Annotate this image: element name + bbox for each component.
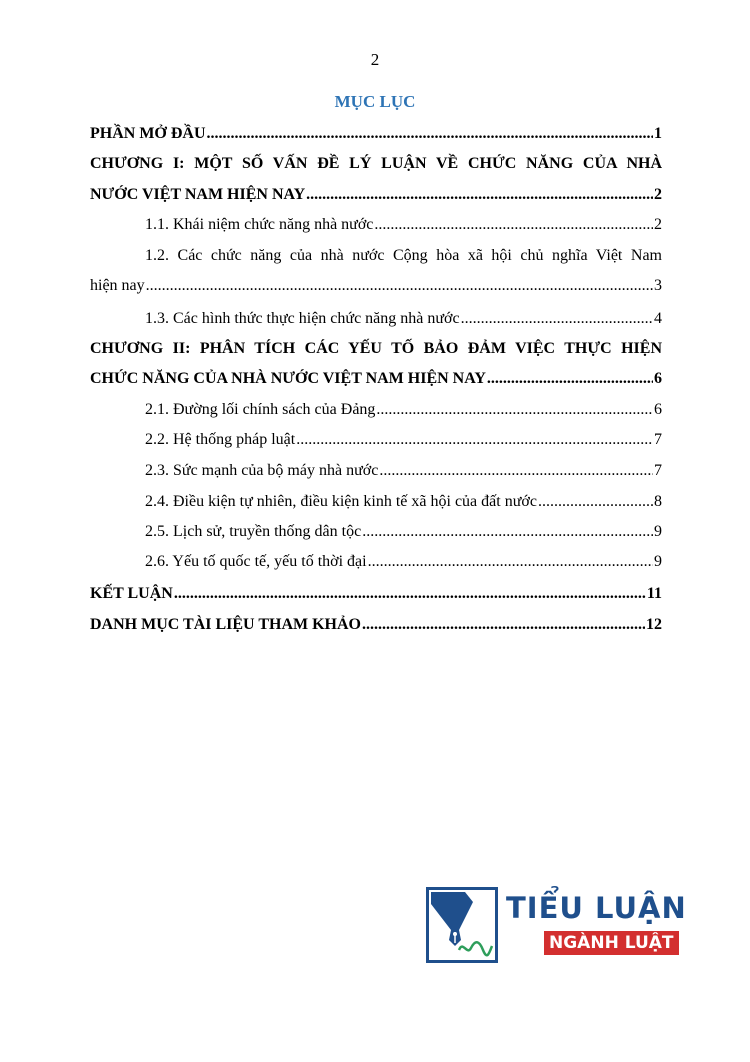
toc-entry-conclusion[interactable] — [90, 583, 662, 605]
toc-entry-text: CHỨC NĂNG CỦA NHÀ NƯỚC VIỆT NAM HIỆN NAY — [90, 370, 486, 387]
toc-leader-dots — [368, 551, 653, 573]
toc-entry-chapter2[interactable] — [90, 368, 662, 390]
toc-leader-dots — [376, 399, 653, 421]
page-number: 2 — [370, 50, 380, 69]
toc-entry-text: 1.3. Các hình thức thực hiện chức năng nhà nước — [145, 310, 460, 327]
toc-leader-dots — [362, 521, 653, 543]
toc-leader-dots — [538, 491, 653, 513]
toc-entry-page: 4 — [654, 310, 662, 327]
toc-entry-text: 2.3. Sức mạnh của bộ máy nhà nước — [145, 462, 379, 479]
toc-entry-page: 8 — [654, 493, 662, 510]
toc-entry-page: 12 — [646, 616, 662, 633]
toc-entry-1-3[interactable] — [145, 308, 662, 330]
toc-entry-text: 2.5. Lịch sử, truyền thống dân tộc — [145, 523, 362, 540]
toc-leader-dots — [374, 214, 653, 236]
toc-leader-dots — [362, 614, 645, 636]
toc-entry-2-4[interactable] — [145, 491, 662, 513]
pen-nib-icon — [429, 890, 495, 960]
toc-entry-text: 2.1. Đường lối chính sách của Đảng — [145, 401, 376, 418]
toc-leader-dots — [174, 583, 646, 605]
toc-entry-page: 9 — [654, 553, 662, 570]
toc-entry-chapter1-line1[interactable]: CHƯƠNG I: MỘT SỐ VẤN ĐỀ LÝ LUẬN VỀ CHỨC NĂNG CỦA NHÀ — [90, 155, 662, 172]
toc-leader-dots — [207, 123, 653, 145]
toc-entry-2-3[interactable] — [145, 460, 662, 482]
toc-entry-chapter1[interactable] — [90, 184, 662, 206]
toc-entry-1-2-line1[interactable]: 1.2. Các chức năng của nhà nước Cộng hòa xã hội chủ nghĩa Việt Nam — [145, 247, 662, 264]
toc-entry-2-5[interactable] — [145, 521, 662, 543]
toc-entry-2-6[interactable] — [145, 551, 662, 573]
toc-entry-page: 3 — [654, 277, 662, 294]
toc-entry-text: 1.1. Khái niệm chức năng nhà nước — [145, 216, 374, 233]
toc-entry-page: 7 — [654, 462, 662, 479]
toc-leader-dots — [306, 184, 653, 206]
toc-entry-chapter2-line1[interactable]: CHƯƠNG II: PHÂN TÍCH CÁC YẾU TỐ BẢO ĐẢM VIỆC THỰC HIỆN — [90, 340, 662, 357]
toc-entry-1-2[interactable] — [90, 275, 662, 297]
toc-entry-text: 2.2. Hệ thống pháp luật — [145, 431, 296, 448]
toc-entry-page: 9 — [654, 523, 662, 540]
toc-entry-page: 6 — [654, 370, 662, 387]
toc-entry-text: 2.4. Điều kiện tự nhiên, điều kiện kinh tế xã hội của đất nước — [145, 493, 537, 510]
toc-entry-page: 2 — [654, 186, 662, 203]
toc-leader-dots — [461, 308, 653, 330]
toc-entry-page: 11 — [646, 585, 662, 602]
toc-entry-page: 7 — [654, 431, 662, 448]
toc-entry-page: 6 — [654, 401, 662, 418]
toc-entry-text: NƯỚC VIỆT NAM HIỆN NAY — [90, 186, 306, 203]
toc-leader-dots — [296, 429, 653, 451]
toc-entry-text: KẾT LUẬN — [90, 585, 173, 602]
toc-entry-references[interactable] — [90, 614, 662, 636]
logo-frame — [426, 887, 498, 963]
toc-entry-text: 2.6. Yếu tố quốc tế, yếu tố thời đại — [145, 553, 367, 570]
toc-entry-intro[interactable] — [90, 123, 662, 145]
toc-entry-1-1[interactable] — [145, 214, 662, 236]
toc-leader-dots — [379, 460, 653, 482]
brand-logo — [426, 887, 687, 967]
toc-entry-text: hiện nay — [90, 277, 145, 294]
logo-text-bottom: NGÀNH LUẬT — [544, 931, 679, 955]
logo-text-top: TIỂU LUẬN — [506, 891, 687, 925]
toc-entry-2-1[interactable] — [145, 399, 662, 421]
toc-entry-2-2[interactable] — [145, 429, 662, 451]
toc-title: MỤC LỤC — [334, 92, 416, 111]
toc-entry-text: DANH MỤC TÀI LIỆU THAM KHẢO — [90, 616, 361, 633]
toc-leader-dots — [146, 275, 653, 297]
toc-entry-page: 2 — [654, 216, 662, 233]
toc-leader-dots — [487, 368, 653, 390]
toc-entry-page: 1 — [654, 125, 662, 142]
toc-entry-text: PHẦN MỞ ĐẦU — [90, 125, 206, 142]
